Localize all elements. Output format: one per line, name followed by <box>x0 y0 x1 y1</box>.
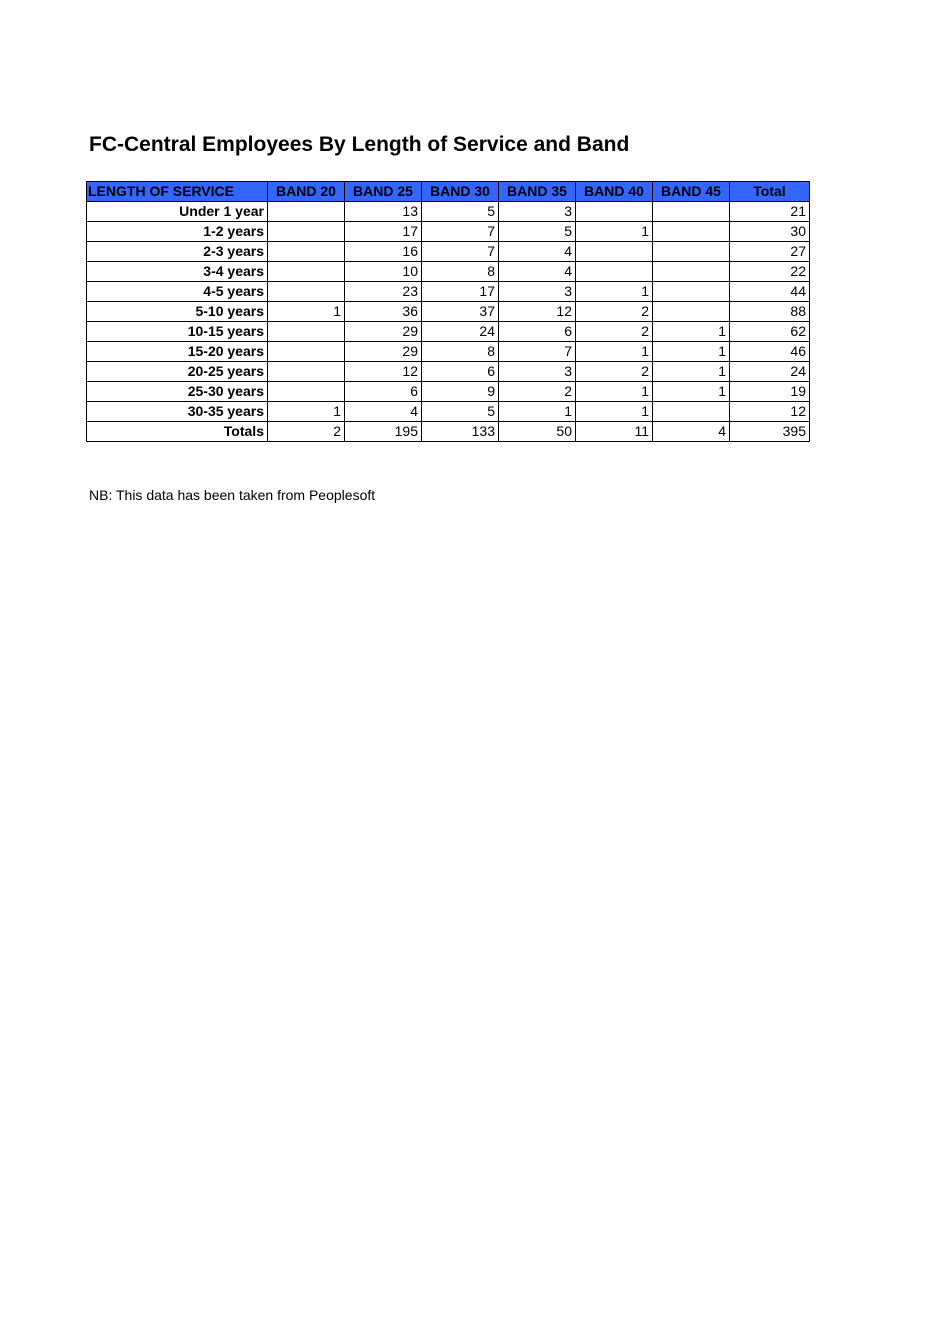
cell-total: 24 <box>730 362 810 382</box>
cell-band-20 <box>268 342 345 362</box>
column-header-band-30: BAND 30 <box>422 182 499 202</box>
cell-band-35: 4 <box>499 262 576 282</box>
cell-band-40: 2 <box>576 322 653 342</box>
cell-band-40: 2 <box>576 302 653 322</box>
cell-band-30: 133 <box>422 422 499 442</box>
table-row <box>87 282 810 302</box>
cell-band-20 <box>268 222 345 242</box>
column-header-total: Total <box>730 182 810 202</box>
cell-row-label: 25-30 years <box>87 382 268 402</box>
cell-band-35: 4 <box>499 242 576 262</box>
page-title: FC-Central Employees By Length of Service and Band <box>89 133 630 156</box>
cell-band-40: 11 <box>576 422 653 442</box>
cell-band-45: 1 <box>653 322 730 342</box>
cell-row-label: 3-4 years <box>87 262 268 282</box>
cell-band-20 <box>268 202 345 222</box>
cell-band-20 <box>268 262 345 282</box>
cell-band-20: 1 <box>268 302 345 322</box>
cell-total: 62 <box>730 322 810 342</box>
cell-row-label: Totals <box>87 422 268 442</box>
cell-band-40: 1 <box>576 222 653 242</box>
cell-band-25: 10 <box>345 262 422 282</box>
cell-band-45: 1 <box>653 362 730 382</box>
cell-row-label: 20-25 years <box>87 362 268 382</box>
cell-band-30: 17 <box>422 282 499 302</box>
cell-band-20 <box>268 322 345 342</box>
cell-band-25: 4 <box>345 402 422 422</box>
cell-band-40: 1 <box>576 342 653 362</box>
column-header-length-of-service: LENGTH OF SERVICE <box>87 182 268 202</box>
cell-band-25: 29 <box>345 322 422 342</box>
cell-band-25: 23 <box>345 282 422 302</box>
cell-band-30: 7 <box>422 222 499 242</box>
table-row <box>87 362 810 382</box>
cell-band-35: 2 <box>499 382 576 402</box>
table-row <box>87 202 810 222</box>
cell-total: 88 <box>730 302 810 322</box>
cell-band-20: 2 <box>268 422 345 442</box>
cell-band-30: 6 <box>422 362 499 382</box>
cell-total: 44 <box>730 282 810 302</box>
cell-total: 46 <box>730 342 810 362</box>
cell-band-25: 6 <box>345 382 422 402</box>
column-header-band-20: BAND 20 <box>268 182 345 202</box>
cell-band-30: 9 <box>422 382 499 402</box>
cell-band-25: 16 <box>345 242 422 262</box>
cell-row-label: 15-20 years <box>87 342 268 362</box>
cell-band-20 <box>268 362 345 382</box>
cell-band-35: 6 <box>499 322 576 342</box>
cell-band-25: 12 <box>345 362 422 382</box>
table-row <box>87 262 810 282</box>
cell-band-45 <box>653 302 730 322</box>
source-note: NB: This data has been taken from Peoplesoft <box>89 487 376 503</box>
cell-band-40: 1 <box>576 382 653 402</box>
cell-band-35: 1 <box>499 402 576 422</box>
cell-band-25: 17 <box>345 222 422 242</box>
table-row <box>87 302 810 322</box>
cell-band-35: 12 <box>499 302 576 322</box>
cell-row-label: 4-5 years <box>87 282 268 302</box>
cell-band-25: 36 <box>345 302 422 322</box>
cell-band-35: 3 <box>499 362 576 382</box>
cell-band-25: 13 <box>345 202 422 222</box>
cell-band-25: 29 <box>345 342 422 362</box>
cell-row-label: Under 1 year <box>87 202 268 222</box>
cell-band-35: 7 <box>499 342 576 362</box>
cell-band-25: 195 <box>345 422 422 442</box>
cell-band-30: 8 <box>422 342 499 362</box>
table-row <box>87 242 810 262</box>
table-header-row <box>87 182 810 202</box>
table-row <box>87 222 810 242</box>
cell-band-30: 37 <box>422 302 499 322</box>
cell-band-45 <box>653 242 730 262</box>
column-header-band-45: BAND 45 <box>653 182 730 202</box>
cell-band-45: 4 <box>653 422 730 442</box>
cell-band-45 <box>653 202 730 222</box>
cell-band-40: 1 <box>576 402 653 422</box>
cell-band-45 <box>653 402 730 422</box>
cell-total: 12 <box>730 402 810 422</box>
cell-row-label: 10-15 years <box>87 322 268 342</box>
cell-band-45 <box>653 222 730 242</box>
cell-band-35: 3 <box>499 202 576 222</box>
cell-band-30: 5 <box>422 402 499 422</box>
table-row <box>87 382 810 402</box>
cell-band-30: 5 <box>422 202 499 222</box>
cell-band-45 <box>653 282 730 302</box>
cell-band-40: 2 <box>576 362 653 382</box>
cell-total: 22 <box>730 262 810 282</box>
cell-band-30: 8 <box>422 262 499 282</box>
cell-band-45 <box>653 262 730 282</box>
column-header-band-25: BAND 25 <box>345 182 422 202</box>
column-header-band-40: BAND 40 <box>576 182 653 202</box>
table-row <box>87 322 810 342</box>
cell-band-35: 5 <box>499 222 576 242</box>
cell-band-45: 1 <box>653 342 730 362</box>
cell-row-label: 1-2 years <box>87 222 268 242</box>
cell-row-label: 2-3 years <box>87 242 268 262</box>
cell-band-20 <box>268 242 345 262</box>
cell-band-35: 50 <box>499 422 576 442</box>
cell-band-40 <box>576 202 653 222</box>
cell-band-30: 7 <box>422 242 499 262</box>
cell-band-40 <box>576 262 653 282</box>
cell-band-35: 3 <box>499 282 576 302</box>
cell-total: 395 <box>730 422 810 442</box>
totals-row <box>87 422 810 442</box>
cell-band-40: 1 <box>576 282 653 302</box>
cell-total: 21 <box>730 202 810 222</box>
cell-row-label: 30-35 years <box>87 402 268 422</box>
cell-total: 19 <box>730 382 810 402</box>
cell-band-20 <box>268 282 345 302</box>
cell-total: 27 <box>730 242 810 262</box>
table-row <box>87 342 810 362</box>
cell-band-20 <box>268 382 345 402</box>
table-row <box>87 402 810 422</box>
cell-band-40 <box>576 242 653 262</box>
cell-band-30: 24 <box>422 322 499 342</box>
table-body <box>87 202 810 442</box>
column-header-band-35: BAND 35 <box>499 182 576 202</box>
cell-band-20: 1 <box>268 402 345 422</box>
cell-total: 30 <box>730 222 810 242</box>
cell-band-45: 1 <box>653 382 730 402</box>
cell-row-label: 5-10 years <box>87 302 268 322</box>
service-band-table <box>86 181 810 442</box>
